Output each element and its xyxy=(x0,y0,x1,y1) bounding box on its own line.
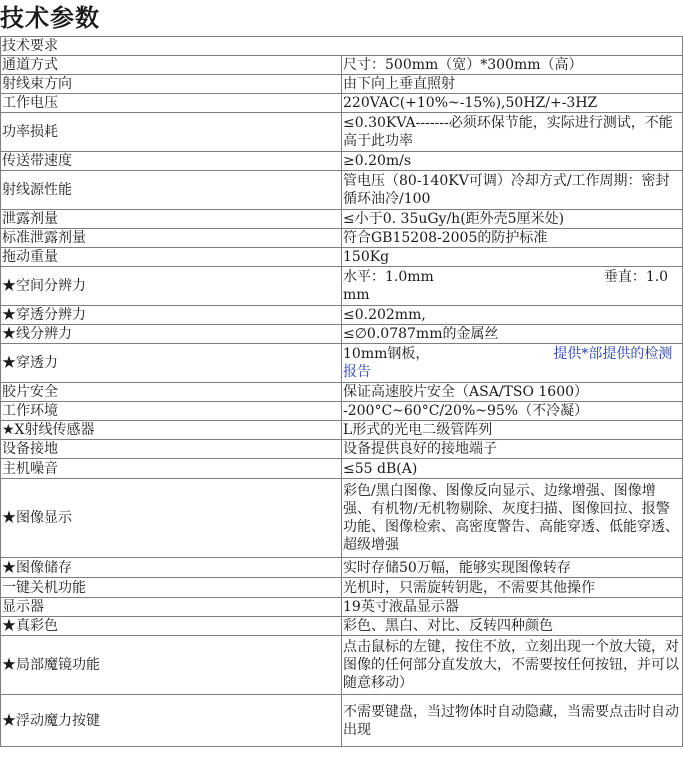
table-row xyxy=(1,479,683,558)
value-cell: 设备提供良好的接地端子 xyxy=(342,440,683,459)
table-row xyxy=(1,440,683,459)
table-row xyxy=(1,636,683,695)
value-cell: ≥0.20m/s xyxy=(342,152,683,171)
table-row xyxy=(1,210,683,229)
value-cell: 彩色/黑白图像、图像反向显示、边缘增强、图像增强、有机物/无机物剔除、灰度扫描、图像回拉、报警功能、图像检索、高密度警告、高能穿透、低能穿透、超级增强 xyxy=(342,479,683,558)
value-cell: -200°C~60°C/20%~95%（不冷凝） xyxy=(342,402,683,421)
param-cell: 通道方式 xyxy=(1,56,342,75)
value-cell: 不需要键盘，当过物体时自动隐藏，当需要点击时自动出现 xyxy=(342,695,683,747)
table-row xyxy=(1,171,683,210)
value-cell: 保证高速胶片安全（ASA/TSO 1600） xyxy=(342,383,683,402)
table-row xyxy=(1,617,683,636)
section-header: 技术要求 xyxy=(1,37,683,56)
value-cell: ≤0.30KVA-------必须环保节能，实际进行测试，不能高于此功率 xyxy=(342,113,683,152)
param-cell: ★空间分辨力 xyxy=(1,267,342,306)
value-cell: L形式的光电二级管阵列 xyxy=(342,421,683,440)
param-cell: ★局部魔镜功能 xyxy=(1,636,342,695)
table-row xyxy=(1,56,683,75)
table-row xyxy=(1,459,683,479)
table-row xyxy=(1,558,683,578)
param-cell: ★X射线传感器 xyxy=(1,421,342,440)
table-row xyxy=(1,325,683,344)
param-cell: 主机噪音 xyxy=(1,459,342,479)
table-row xyxy=(1,402,683,421)
table-row xyxy=(1,306,683,325)
param-cell: ★穿透分辨力 xyxy=(1,306,342,325)
table-row xyxy=(1,113,683,152)
table-row xyxy=(1,421,683,440)
param-cell: ★图像储存 xyxy=(1,558,342,578)
param-cell: 功率损耗 xyxy=(1,113,342,152)
table-row xyxy=(1,344,683,383)
value-cell xyxy=(342,267,683,306)
value-cell: ≤∅0.0787mm的金属丝 xyxy=(342,325,683,344)
value-cell: 19英寸液晶显示器 xyxy=(342,598,683,617)
param-cell: 胶片安全 xyxy=(1,383,342,402)
value-cell: 管电压（80-140KV可调）冷却方式/工作周期：密封循环油冷/100 xyxy=(342,171,683,210)
table-row xyxy=(1,229,683,248)
table-row xyxy=(1,152,683,171)
value-cell: 220VAC(+10%~-15%),50HZ/+-3HZ xyxy=(342,94,683,113)
value-cell: 由下向上垂直照射 xyxy=(342,75,683,94)
param-cell: ★穿透力 xyxy=(1,344,342,383)
param-cell: 传送带速度 xyxy=(1,152,342,171)
table-row xyxy=(1,94,683,113)
value-cell: ≤55 dB(A) xyxy=(342,459,683,479)
table-row xyxy=(1,383,683,402)
value-part-a: 水平：1.0mm xyxy=(343,269,434,285)
param-cell: 射线束方向 xyxy=(1,75,342,94)
param-cell: ★浮动魔力按键 xyxy=(1,695,342,747)
value-part-b: 提供*部提供的检测报告 xyxy=(343,346,673,380)
page-title: 技术参数 xyxy=(0,3,100,32)
value-cell: 实时存储50万幅，能够实现图像转存 xyxy=(342,558,683,578)
value-cell: 符合GB15208-2005的防护标准 xyxy=(342,229,683,248)
param-cell: ★真彩色 xyxy=(1,617,342,636)
value-cell: 点击鼠标的左键，按住不放，立刻出现一个放大镜，对图像的任何部分直发放大，不需要按任何按钮，并可以随意移动） xyxy=(342,636,683,695)
param-cell: ★图像显示 xyxy=(1,479,342,558)
param-cell: 射线源性能 xyxy=(1,171,342,210)
value-cell: ≤0.202mm, xyxy=(342,306,683,325)
table-row xyxy=(1,578,683,598)
value-cell: 尺寸：500mm（宽）*300mm（高） xyxy=(342,56,683,75)
param-cell: 拖动重量 xyxy=(1,248,342,267)
param-cell: 泄露剂量 xyxy=(1,210,342,229)
param-cell: 设备接地 xyxy=(1,440,342,459)
value-cell: 150Kg xyxy=(342,248,683,267)
section-row xyxy=(1,37,683,56)
spec-table xyxy=(0,36,683,747)
value-part-a: 10mm钢板， xyxy=(343,346,430,362)
value-cell: ≤小于0. 35uGy/h(距外壳5厘米处) xyxy=(342,210,683,229)
value-cell: 彩色、黑白、对比、反转四种颜色 xyxy=(342,617,683,636)
table-row xyxy=(1,695,683,747)
param-cell: 一键关机功能 xyxy=(1,578,342,598)
table-row xyxy=(1,75,683,94)
param-cell: 工作电压 xyxy=(1,94,342,113)
value-part-b: 垂直：1.0mm xyxy=(343,269,669,303)
value-cell xyxy=(342,344,683,383)
param-cell: 工作环境 xyxy=(1,402,342,421)
table-row xyxy=(1,267,683,306)
value-cell: 光机时，只需旋转钥匙，不需要其他操作 xyxy=(342,578,683,598)
table-row xyxy=(1,598,683,617)
param-cell: 显示器 xyxy=(1,598,342,617)
param-cell: ★线分辨力 xyxy=(1,325,342,344)
table-row xyxy=(1,248,683,267)
param-cell: 标准泄露剂量 xyxy=(1,229,342,248)
